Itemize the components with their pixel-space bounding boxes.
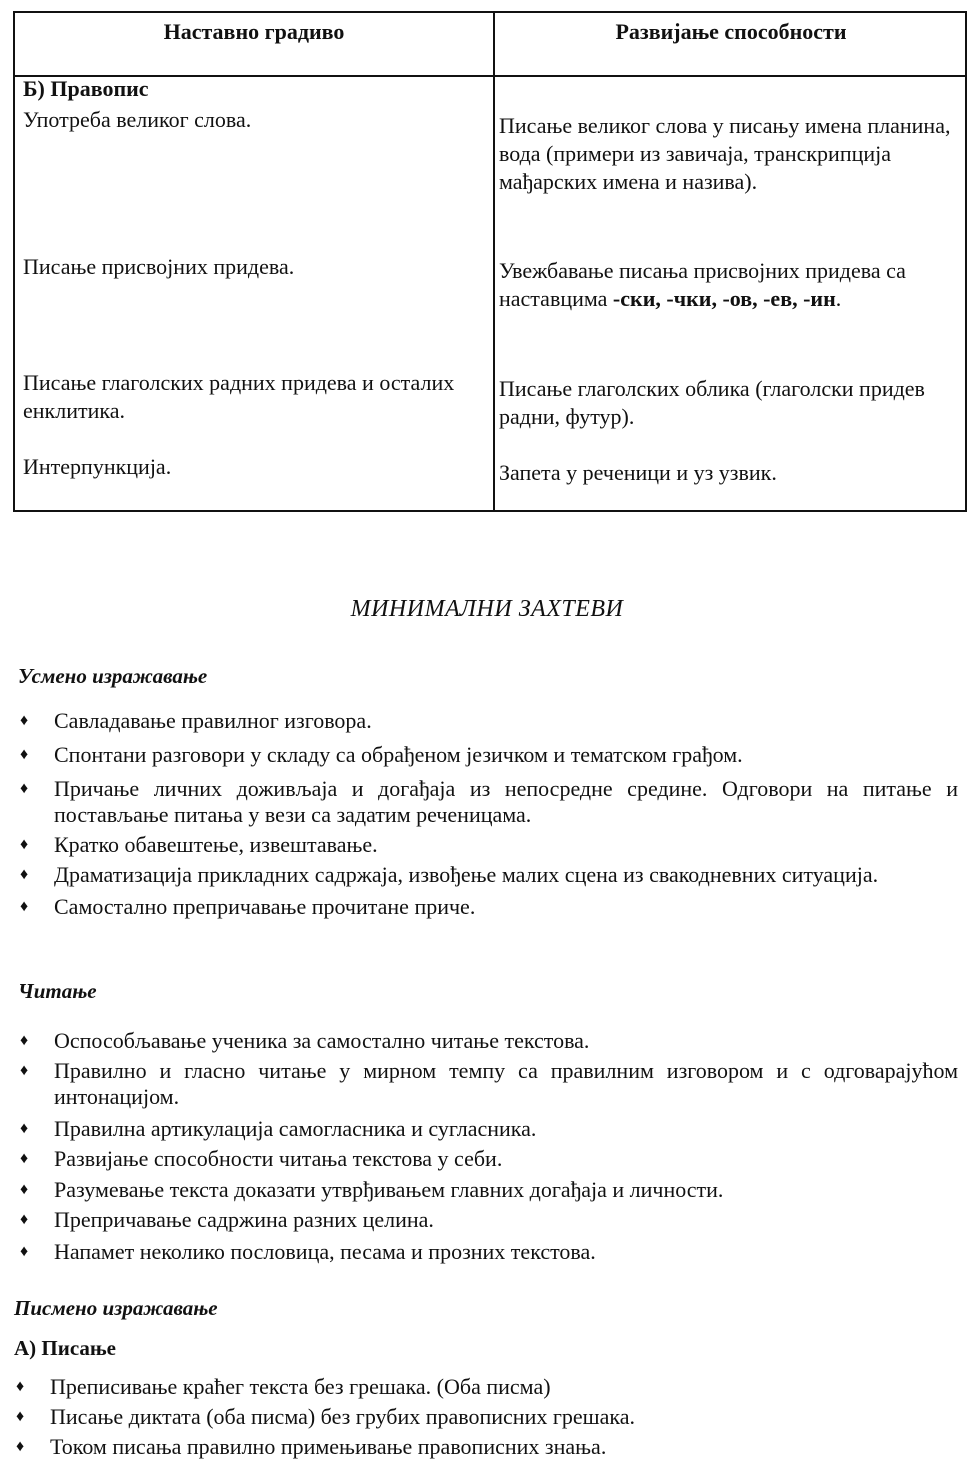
written-expression-heading: Писмено изражавање xyxy=(14,1296,218,1320)
list-item: ♦ Разумевање текста доказати утврђивањем главних догађаја и личности. xyxy=(20,1177,724,1202)
diamond-bullet-icon: ♦ xyxy=(20,866,29,883)
row-2-skills-suffixes: -ски, -чки, -ов, -ев, -ин xyxy=(612,286,836,311)
minimal-requirements-title: МИНИМАЛНИ ЗАХТЕВИ xyxy=(350,596,624,622)
oral-expression-heading: Усмено изражавање xyxy=(18,664,208,688)
row-2-skills-text: Увежбавање писања присвојних придева са наставцима xyxy=(499,258,906,311)
row-3-content: Писање глаголских радних придева и осталих енклитика. xyxy=(23,370,455,423)
section-title-orthography: Б) Правопис xyxy=(23,76,149,101)
list-item: ♦ Препричавање садржина разних целина. xyxy=(20,1207,434,1232)
row-1-content: Употреба великог слова. xyxy=(23,107,252,132)
list-item: ♦ Оспособљавање ученика за самостално читање текстова. xyxy=(20,1028,590,1053)
row-2-content: Писање присвојних придева. xyxy=(23,254,295,279)
diamond-bullet-icon: ♦ xyxy=(20,746,29,763)
list-item: ♦ Драматизација прикладних садржаја, извођење малих сцена из свакодневних ситуација. xyxy=(20,862,879,887)
diamond-bullet-icon: ♦ xyxy=(20,1032,29,1049)
header-teaching-content: Наставно градиво xyxy=(163,19,345,44)
reading-heading: Читање xyxy=(18,979,97,1003)
list-item: ♦ Током писања правилно примењивање правописних знања. xyxy=(16,1434,607,1459)
list-item: ♦ Самостално препричавање прочитане приче. xyxy=(20,894,476,919)
diamond-bullet-icon: ♦ xyxy=(20,712,29,729)
diamond-bullet-icon: ♦ xyxy=(20,1150,29,1167)
list-item: ♦ Напамет неколико пословица, песама и прозних текстова. xyxy=(20,1239,596,1264)
list-item: ♦ Савладавање правилног изговора. xyxy=(20,708,372,733)
row-4-skills: Запета у реченици и уз узвик. xyxy=(499,460,777,485)
row-3-skills: Писање глаголских облика (глаголски придев радни, футур). xyxy=(499,376,925,429)
reading-list xyxy=(16,1028,958,1265)
list-item: ♦ Правилно и гласно читање у мирном темпу са правилним изговором и с одговарајућом интонацијом. xyxy=(20,1058,958,1109)
diamond-bullet-icon: ♦ xyxy=(20,1243,29,1260)
diamond-bullet-icon: ♦ xyxy=(16,1378,25,1395)
list-item: ♦ Кратко обавештење, извештавање. xyxy=(20,832,378,857)
column-divider xyxy=(493,13,495,510)
header-skill-development: Развијање способности xyxy=(615,19,847,44)
curriculum-table xyxy=(13,11,967,512)
writing-subheading: А) Писање xyxy=(14,1336,116,1360)
diamond-bullet-icon: ♦ xyxy=(20,1181,29,1198)
diamond-bullet-icon: ♦ xyxy=(16,1408,25,1425)
diamond-bullet-icon: ♦ xyxy=(20,1120,29,1137)
diamond-bullet-icon: ♦ xyxy=(20,836,29,853)
list-item: ♦ Спонтани разговори у складу са обрађеном језичком и тематском грађом. xyxy=(20,742,743,767)
list-item: ♦ Писање диктата (оба писма) без грубих правописних грешака. xyxy=(16,1404,635,1429)
list-item: ♦ Правилна артикулација самогласника и сугласника. xyxy=(20,1116,537,1141)
list-item: ♦ Преписивање краћег текста без грешака. (Оба писма) xyxy=(16,1374,551,1399)
diamond-bullet-icon: ♦ xyxy=(20,1062,29,1079)
row-2-skills-tail: . xyxy=(835,286,842,311)
list-item: ♦ Причање личних доживљаја и догађаја из непосредне средине. Одговори на питање и постављање питања у вези са задатим реченицама. xyxy=(20,776,958,827)
diamond-bullet-icon: ♦ xyxy=(20,1211,29,1228)
row-2-skills xyxy=(499,257,954,313)
row-4-content: Интерпункција. xyxy=(23,454,172,479)
diamond-bullet-icon: ♦ xyxy=(20,898,29,915)
diamond-bullet-icon: ♦ xyxy=(20,780,29,797)
oral-expression-list xyxy=(16,708,958,920)
row-1-skills: Писање великог слова у писању имена планина, вода (примери из завичаја, транскрипција мађарских имена и назива). xyxy=(499,113,951,194)
list-item: ♦ Развијање способности читања текстова у себи. xyxy=(20,1146,503,1171)
writing-list xyxy=(12,1374,954,1460)
diamond-bullet-icon: ♦ xyxy=(16,1438,25,1455)
